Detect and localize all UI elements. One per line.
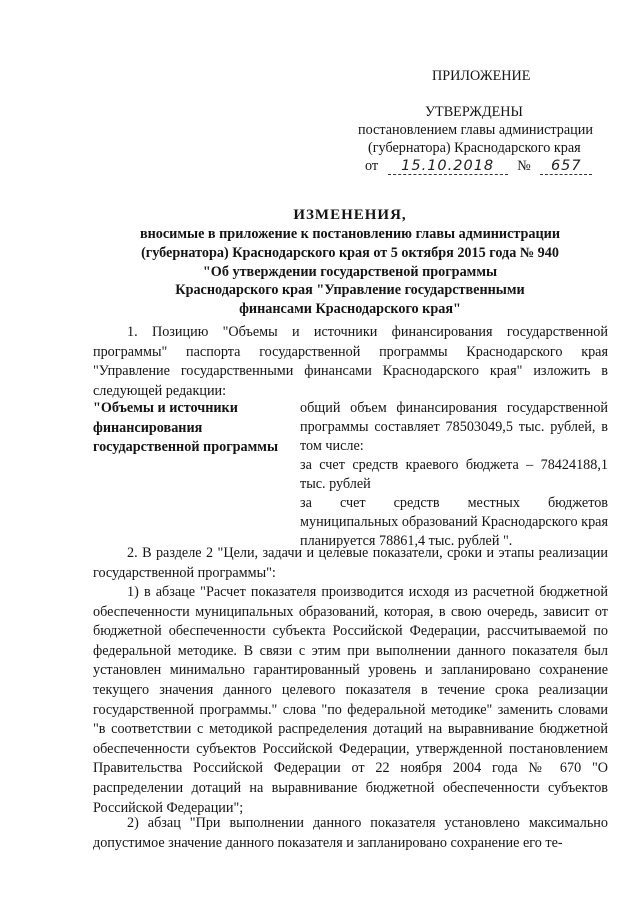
document-title — [100, 205, 600, 319]
number-prefix: № — [517, 158, 531, 174]
paragraph-item2 — [93, 544, 608, 583]
item2-2-text: 2) абзац "При выполнении данного показателя установлено максимально допустимое значение данного показателя и запланировано сохранение его те- — [93, 815, 608, 851]
approved-by-line2: (губернатора) Краснодарского края — [368, 140, 581, 156]
funding-table-right-cell — [300, 399, 608, 551]
date-value: 15.10.2018 — [388, 158, 508, 175]
funding-local: за счет средств местных бюджетов муниципальных образований Краснодарского края планируется 78861,4 тыс. рублей ". — [300, 495, 608, 549]
paragraph-item2-2 — [93, 814, 608, 853]
funding-table-left-label: "Объемы и источники финансирования государственной программы — [93, 400, 279, 456]
appendix-label-text: ПРИЛОЖЕНИЕ — [432, 68, 531, 84]
date-prefix: от — [365, 158, 379, 174]
item2-1-text: 1) в абзаце "Расчет показателя производится исходя из расчетной бюджетной обеспеченности муниципальных образований, которая, в свою очередь, зависит от бюджетной обеспеченности субъекта Российской Федерации, рассчитываемой по федеральной методике. В связи с этим при выполнении данного показателя был установлен минимально гарантированный уровень и запланировано сохранение текущего значения данного целевого показателя в течение срока реализации государственной программы." слова "по федеральной методике" заменить словами "в соответствии с методикой распределения дотаций на выравнивание бюджетной обеспеченности субъектов Российской Федерации, утвержденной постановлением Правительства Российской Федерации от 22 ноября 2004 года № 670 "О распределении дотаций на выравнивание бюджетной обеспеченности субъектов Российской Федерации"; — [93, 584, 608, 816]
paragraph-item2-1 — [93, 583, 608, 818]
title-line5: финансами Краснодарского края" — [239, 301, 461, 318]
funding-total: общий объем финансирования государственной программы составляет 78503049,5 тыс. рублей, в том числе: — [300, 400, 608, 454]
title-line4: Краснодарского края "Управление государственными — [175, 282, 525, 299]
approved-label-text: УТВЕРЖДЕНЫ — [425, 104, 523, 120]
title-line3: "Об утверждении государственой программы — [202, 263, 498, 280]
paragraph-item1 — [93, 323, 608, 401]
title-line1: вносимые в приложение к постановлению главы администрации — [139, 226, 561, 242]
title-line2: (губернатора) Краснодарского края от 5 октября 2015 года № 940 — [141, 244, 559, 261]
date-number-line — [365, 158, 592, 175]
item2-text: 2. В разделе 2 "Цели, задачи и целевые показатели, сроки и этапы реализации государственной программы": — [93, 545, 608, 581]
title-main: ИЗМЕНЕНИЯ, — [293, 207, 407, 223]
funding-regional: за счет средств краевого бюджета – 78424188,1 тыс. рублей — [300, 457, 608, 492]
approved-by-line1: постановлением главы администрации — [358, 122, 593, 138]
number-value: 657 — [540, 158, 592, 175]
item1-text: 1. Позицию "Объемы и источники финансирования государственной программы" паспорта государственной программы Краснодарского края "Управление государственными финансами Краснодарского края" изложить в следующей редакции: — [93, 324, 608, 399]
